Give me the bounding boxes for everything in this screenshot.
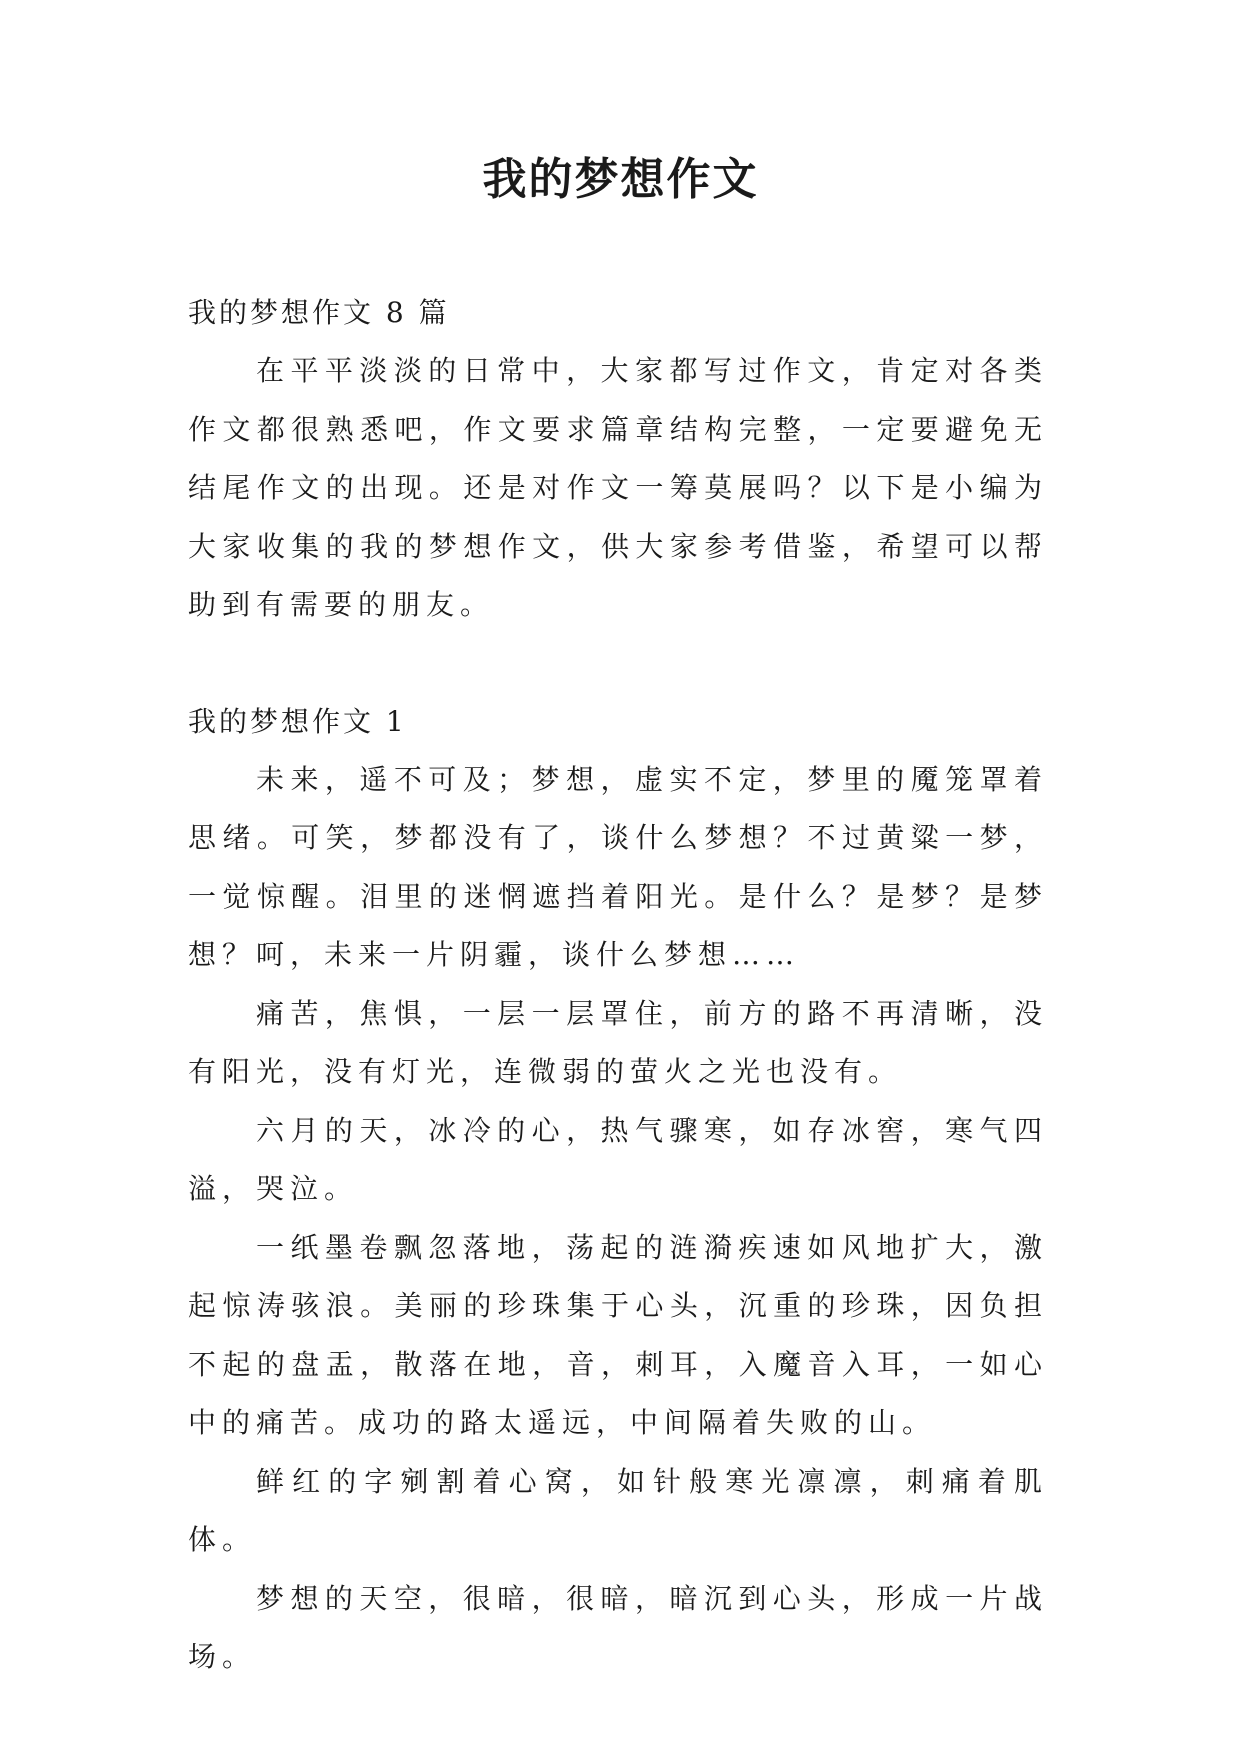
document-title: 我的梦想作文 <box>482 154 759 205</box>
body-paragraph: 痛苦，焦惧，一层一层罩住，前方的路不再清晰，没有阳光，没有灯光，连微弱的萤火之光也没有。 <box>188 996 1048 1088</box>
body-paragraph: 未来，遥不可及；梦想，虚实不定，梦里的魇笼罩着思绪。可笑，梦都没有了，谈什么梦想？不过黄粱一梦，一觉惊醒。泪里的迷惘遮挡着阳光。是什么？是梦？是梦想？呵，未来一片阴霾，谈什么梦想…… <box>188 762 1048 971</box>
intro-paragraph: 在平平淡淡的日常中，大家都写过作文，肯定对各类作文都很熟悉吧，作文要求篇章结构完整，一定要避免无结尾作文的出现。还是对作文一筹莫展吗？以下是小编为大家收集的我的梦想作文，供大家参考借鉴，希望可以帮助到有需要的朋友。 <box>188 354 1048 621</box>
body-paragraph: 鲜红的字剜割着心窝，如针般寒光凛凛，刺痛着肌体。 <box>188 1464 1048 1556</box>
document-body <box>188 284 1048 1687</box>
body-paragraph: 六月的天，冰冷的心，热气骤寒，如存冰窖，寒气四溢，哭泣。 <box>188 1113 1048 1205</box>
document-subtitle: 我的梦想作文 8 篇 <box>188 296 450 329</box>
body-paragraph: 梦想的天空，很暗，很暗，暗沉到心头，形成一片战场。 <box>188 1581 1048 1673</box>
section-heading: 我的梦想作文 1 <box>188 704 407 738</box>
body-paragraph: 一纸墨卷飘忽落地，荡起的涟漪疾速如风地扩大，激起惊涛骇浪。美丽的珍珠集于心头，沉重的珍珠，因负担不起的盘盂，散落在地，音，刺耳，入魔音入耳，一如心中的痛苦。成功的路太遥远，中间隔着失败的山。 <box>188 1230 1048 1439</box>
